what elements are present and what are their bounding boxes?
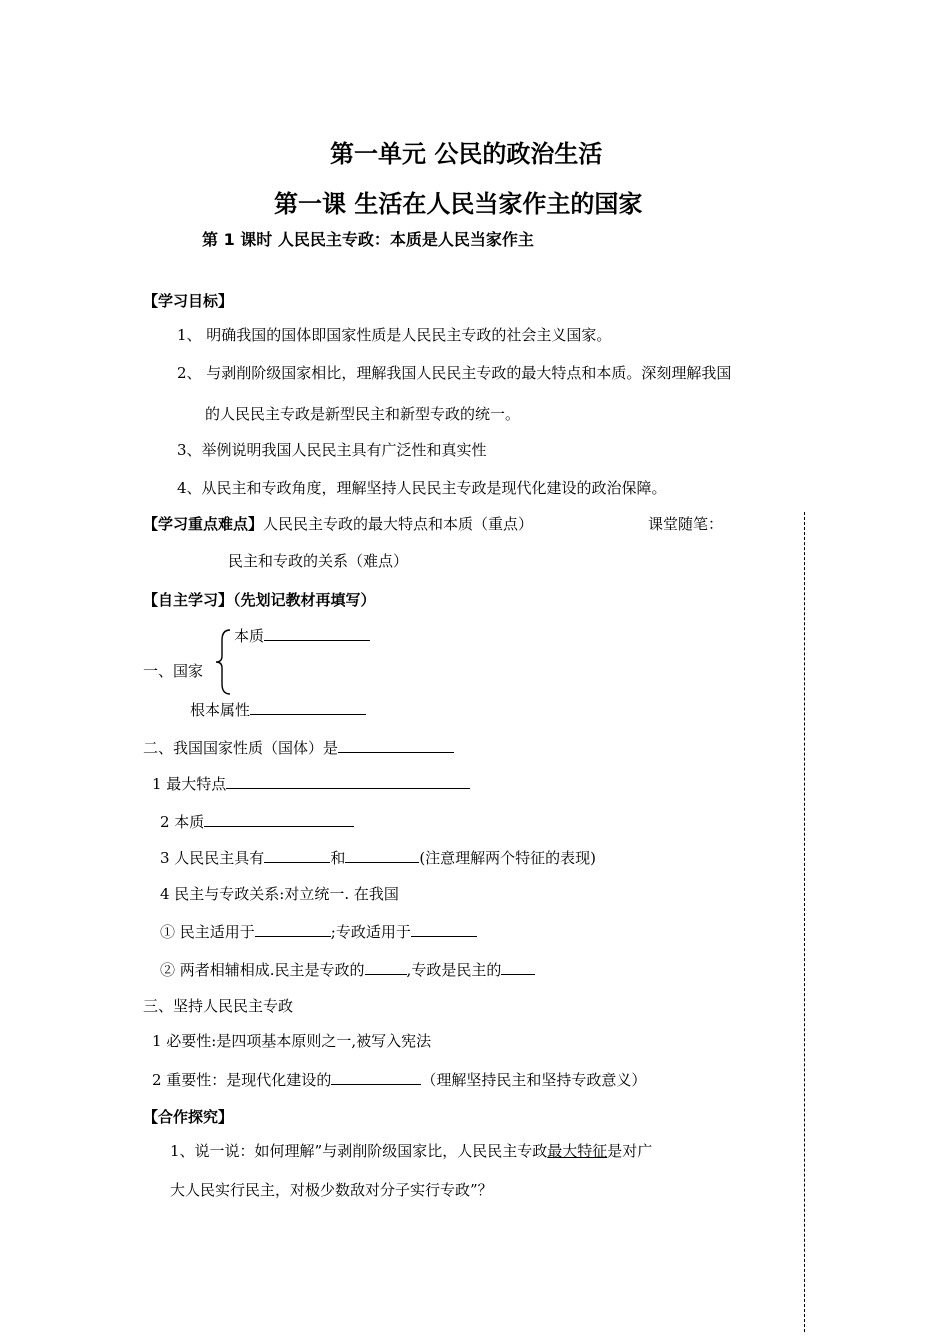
feature-line: [152, 772, 470, 794]
unit-title: 第一单元 公民的政治生活: [330, 140, 603, 168]
people-blank-1[interactable]: [264, 846, 330, 863]
q1-underlined: 最大特征: [547, 1142, 608, 1160]
q1-text-b: 是对广: [607, 1142, 653, 1160]
people-note: (注意理解两个特征的表现): [419, 849, 597, 867]
feature-label: 1 最大特点: [152, 775, 227, 793]
importance-note: （理解坚持民主和坚持专政意义）: [421, 1071, 647, 1089]
nature-blank[interactable]: [264, 624, 370, 641]
keypoint-key: 人民民主专政的最大特点和本质（重点）: [263, 515, 534, 533]
notes-label: 课堂随笔：: [648, 515, 724, 533]
people-and: 和: [330, 849, 346, 867]
sec3-line: 三、坚持人民民主专政: [143, 997, 294, 1015]
nature-line: [234, 624, 370, 646]
people-label: 3 人民民主具有: [160, 849, 265, 867]
self-study-heading: 【自主学习】（先划记教材再填写）: [143, 591, 376, 609]
attribute-label: 根本属性: [190, 701, 251, 719]
sec2-line: [143, 736, 454, 758]
importance-line: [152, 1068, 646, 1090]
relation-2-line: [160, 958, 535, 980]
importance-blank[interactable]: [331, 1068, 421, 1085]
importance-label: 2 重要性：是现代化建设的: [152, 1071, 332, 1089]
attribute-line: [190, 698, 366, 720]
keypoint-difficulty: 民主和专政的关系（难点）: [228, 552, 409, 570]
r2-label: ② 两者相辅相成.民主是专政的: [160, 961, 365, 979]
objective-3: 3、举例说明我国人民民主具有广泛性和真实性: [177, 441, 487, 459]
relation-line: 4 民主与专政关系:对立统一. 在我国: [160, 885, 399, 903]
r1-blank-1[interactable]: [255, 920, 331, 937]
sec2-blank[interactable]: [338, 736, 454, 753]
country-label: 一、国家: [143, 662, 204, 680]
essence-blank[interactable]: [204, 810, 354, 827]
relation-1-line: [160, 920, 477, 942]
feature-blank[interactable]: [226, 772, 470, 789]
brace-icon: [214, 628, 234, 696]
essence-line: [160, 810, 354, 832]
r1-label: ① 民主适用于: [160, 923, 255, 941]
r1-label-2: ;专政适用于: [330, 923, 411, 941]
objectives-heading: 【学习目标】: [143, 292, 234, 310]
r2-blank-2[interactable]: [501, 958, 535, 975]
necessity-line: 1 必要性:是四项基本原则之一,被写入宪法: [152, 1032, 432, 1050]
objective-2a: 2、 与剥削阶级国家相比，理解我国人民民主专政的最大特点和本质。深刻理解我国: [177, 364, 732, 382]
people-line: [160, 846, 596, 868]
objective-4: 4、从民主和专政角度，理解坚持人民民主专政是现代化建设的政治保障。: [177, 479, 667, 497]
q1-text-a: 1、说一说：如何理解”与剥削阶级国家比，人民民主专政: [170, 1142, 548, 1160]
notes-divider: [804, 512, 805, 1332]
r2-label-2: ,专政是民主的: [406, 961, 502, 979]
nature-label: 本质: [234, 627, 265, 645]
period-title: 第 1 课时 人民民主专政：本质是人民当家作主: [202, 230, 534, 249]
sec2-label: 二、我国国家性质（国体）是: [143, 739, 339, 757]
people-blank-2[interactable]: [345, 846, 419, 863]
keypoints-heading: 【学习重点难点】: [143, 515, 264, 533]
objective-2b: 的人民民主专政是新型民主和新型专政的统一。: [205, 405, 521, 423]
coop-heading: 【合作探究】: [143, 1108, 234, 1126]
coop-q1-line1: [170, 1141, 652, 1161]
essence-label: 2 本质: [160, 813, 205, 831]
attribute-blank[interactable]: [250, 698, 366, 715]
r1-blank-2[interactable]: [411, 920, 477, 937]
objective-1: 1、 明确我国的国体即国家性质是人民民主专政的社会主义国家。: [177, 326, 612, 344]
r2-blank-1[interactable]: [365, 958, 407, 975]
lesson-title: 第一课 生活在人民当家作主的国家: [274, 190, 643, 218]
coop-q1-line2: 大人民实行民主，对极少数敌对分子实行专政”？: [170, 1181, 493, 1199]
keypoints-line: [143, 514, 533, 534]
